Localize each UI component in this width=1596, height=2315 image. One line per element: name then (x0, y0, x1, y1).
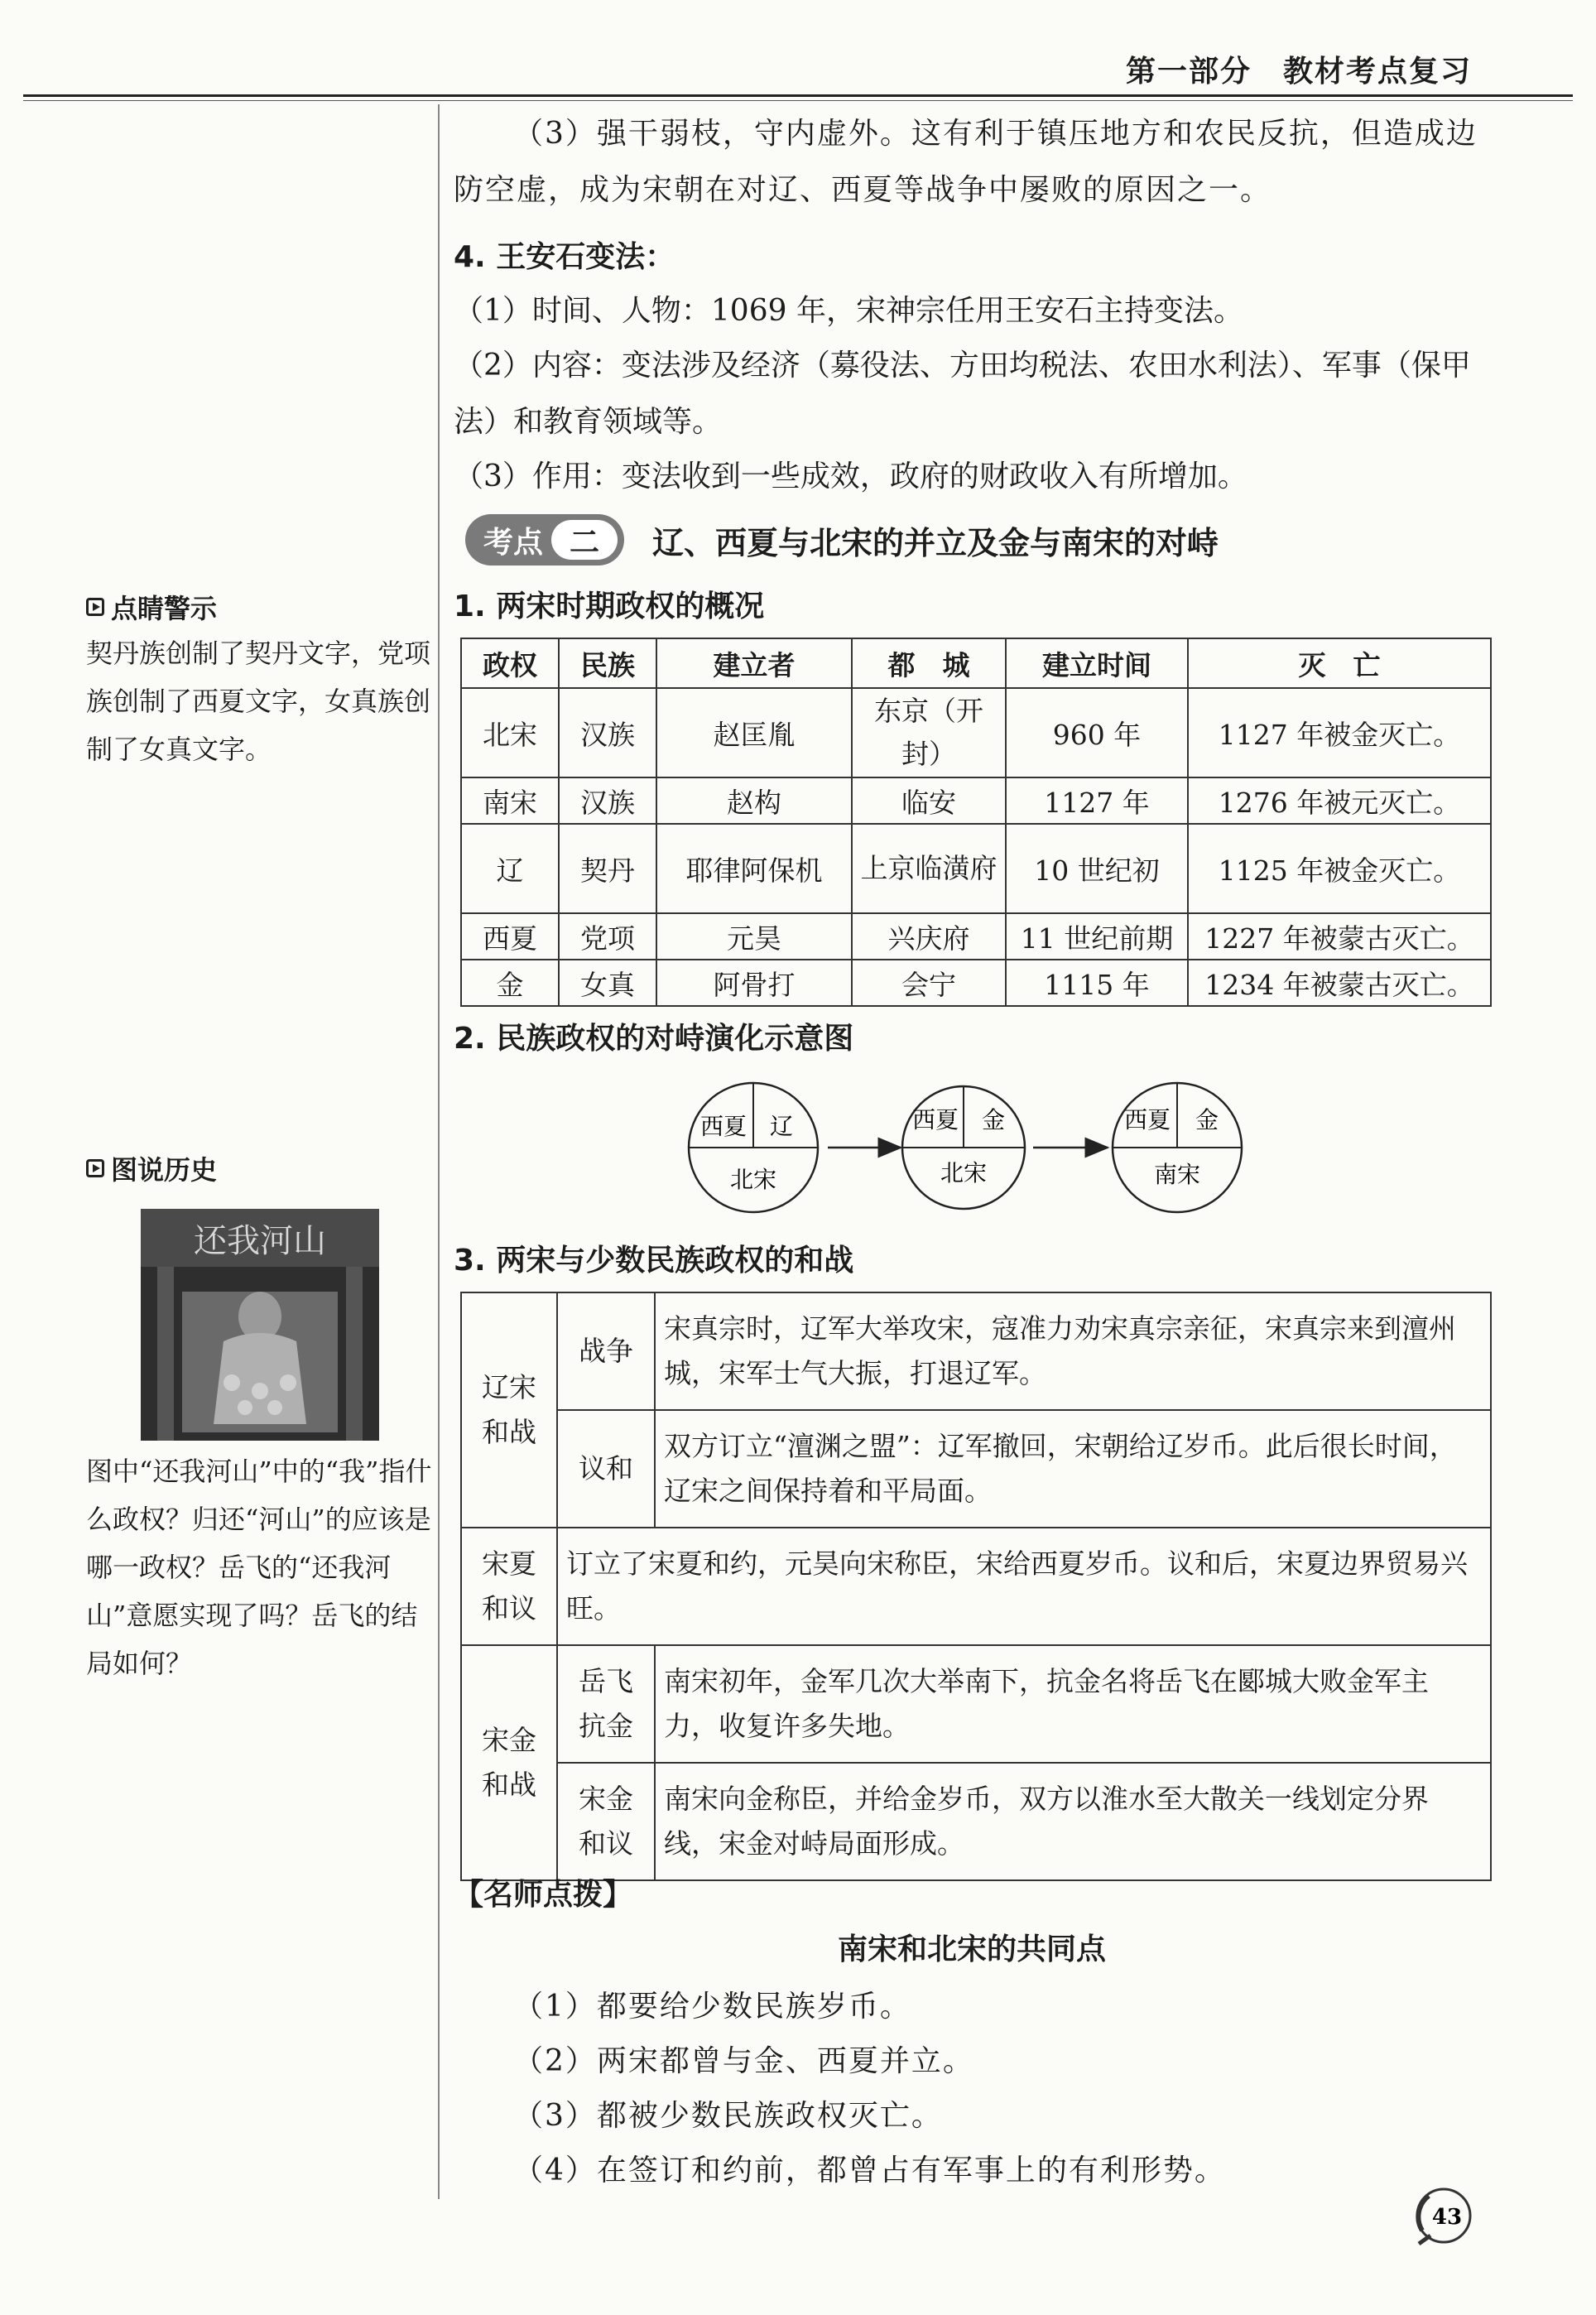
teacher-subtitle: 南宋和北宋的共同点 (837, 1932, 1106, 1966)
table-row (461, 1528, 1491, 1645)
table-cell: 上京临潢府 (852, 824, 1006, 913)
table-header-row (461, 638, 1491, 688)
yuefei-cell (557, 1645, 655, 1763)
table-row (461, 777, 1491, 824)
table-cell: 耶律阿保机 (656, 824, 852, 913)
col-header: 灭 亡 (1188, 638, 1491, 688)
songjin-yihe-label: 宋金和议 (579, 1783, 633, 1860)
table-cell: 1234 年被蒙古灭亡。 (1188, 960, 1491, 1006)
table-cell: 阿骨打 (656, 960, 852, 1006)
table-row (461, 824, 1491, 913)
tip-heading (86, 588, 217, 626)
evolution-diagram (687, 1075, 1283, 1220)
col-header: 都 城 (852, 638, 1006, 688)
wang-anshi-item-3: （3）作用：变法收到一些成效，政府的财政收入有所增加。 (454, 460, 1247, 493)
diagram-circle-1 (689, 1083, 818, 1212)
kaodian-title: 辽、西夏与北宋的并立及金与南宋的对峙 (652, 524, 1219, 561)
table-cell: 赵匡胤 (656, 688, 852, 777)
table-row (461, 688, 1491, 777)
table-cell: 会宁 (852, 960, 1006, 1006)
table-cell: 1127 年被金灭亡。 (1188, 688, 1491, 777)
yuefei-text: 南宋初年，金军几次大举南下，抗金名将岳飞在郾城大败金军主力，收复许多失地。 (655, 1645, 1491, 1763)
history-text: 图中“还我河山”中的“我”指什么政权？归还“河山”的应该是哪一政权？岳飞的“还我河山”意愿实现了吗？岳飞的结局如何？ (86, 1456, 432, 1679)
table-cell: 汉族 (559, 777, 656, 824)
song-xia-text: 订立了宋夏和约，元昊向宋称臣，宋给西夏岁币。议和后，宋夏边界贸易兴旺。 (557, 1528, 1491, 1645)
table-row (461, 1410, 1491, 1528)
table-cell: 汉族 (559, 688, 656, 777)
col-header: 建立时间 (1006, 638, 1188, 688)
col-header: 建立者 (656, 638, 852, 688)
diagram-circle-3 (1113, 1083, 1242, 1212)
table-cell: 女真 (559, 960, 656, 1006)
table-cell: 金 (461, 960, 559, 1006)
table-cell: 临安 (852, 777, 1006, 824)
song-xia-label: 宋夏和议 (482, 1547, 536, 1624)
yuefei-statue-photo (141, 1209, 379, 1441)
circle2-top-right: 金 (981, 1106, 1006, 1133)
table-cell: 11 世纪前期 (1006, 913, 1188, 960)
history-heading-label: 图说历史 (111, 1154, 218, 1186)
song-jin-cell (461, 1645, 557, 1880)
table-cell: 元昊 (656, 913, 852, 960)
table-row (461, 913, 1491, 960)
table-row (461, 960, 1491, 1006)
circle3-top-right: 金 (1195, 1106, 1219, 1133)
yihe-text: 双方订立“澶渊之盟”：辽军撤回，宋朝给辽岁币。此后很长时间，辽宋之间保持着和平局面。 (655, 1410, 1491, 1528)
table-cell: 1227 年被蒙古灭亡。 (1188, 913, 1491, 960)
point-3-text: （3）强干弱枝，守内虚外。这有利于镇压地方和农民反抗，但造成边防空虚，成为宋朝在对辽、西夏等战争中屡败的原因之一。 (454, 117, 1478, 207)
table-row (461, 1645, 1491, 1763)
war-peace-table (460, 1292, 1492, 1881)
liao-song-cell (461, 1292, 557, 1528)
table-cell: 北宋 (461, 688, 559, 777)
tip-heading-label: 点睛警示 (111, 593, 218, 624)
table3-heading: 3. 两宋与少数民族政权的和战 (454, 1244, 854, 1278)
table-cell: 南宋 (461, 777, 559, 824)
diagram-circle-2 (902, 1086, 1025, 1209)
teacher-point-2: （2）两宋都曾与金、西夏并立。 (513, 2044, 974, 2078)
zhanzheng-cell: 战争 (557, 1292, 655, 1410)
circle3-top-left: 西夏 (1123, 1106, 1171, 1133)
play-box-icon (86, 1159, 104, 1177)
kaodian-number: 二 (551, 520, 618, 560)
page-number: 43 (1431, 2205, 1463, 2230)
header-rule (23, 94, 1573, 97)
header-rule-thin (23, 100, 1573, 101)
kaodian-badge (465, 513, 1219, 566)
table-cell: 1276 年被元灭亡。 (1188, 777, 1491, 824)
song-jin-label: 宋金和战 (482, 1724, 536, 1801)
table-cell: 西夏 (461, 913, 559, 960)
table-cell: 赵构 (656, 777, 852, 824)
col-header: 政权 (461, 638, 559, 688)
songjin-yihe-text: 南宋向金称臣，并给金岁币，双方以淮水至大散关一线划定分界线，宋金对峙局面形成。 (655, 1763, 1491, 1880)
page-header-title: 第一部分 教材考点复习 (1125, 55, 1472, 89)
teacher-point-1: （1）都要给少数民族岁币。 (513, 1990, 911, 2024)
column-divider (438, 104, 440, 2199)
table-cell: 党项 (559, 913, 656, 960)
teacher-point-4: （4）在签订和约前，都曾占有军事上的有利形势。 (513, 2154, 1226, 2187)
wang-anshi-heading: 4. 王安石变法： (454, 240, 675, 274)
songjin-yihe-cell (557, 1763, 655, 1880)
table-cell: 兴庆府 (852, 913, 1006, 960)
wang-anshi-item-1: （1）时间、人物：1069 年，宋神宗任用王安石主持变法。 (454, 294, 1243, 328)
teacher-heading: 【名师点拨】 (454, 1878, 633, 1912)
play-box-icon (86, 598, 104, 616)
regimes-table (460, 638, 1492, 1007)
tip-text: 契丹族创制了契丹文字，党项族创制了西夏文字，女真族创制了女真文字。 (86, 638, 431, 765)
yuefei-label: 岳飞抗金 (579, 1665, 633, 1742)
table-cell: 1127 年 (1006, 777, 1188, 824)
plaque-text: 还我河山 (194, 1222, 326, 1260)
circle3-bottom: 南宋 (1153, 1161, 1201, 1188)
table-cell: 契丹 (559, 824, 656, 913)
table-cell: 辽 (461, 824, 559, 913)
song-xia-cell (461, 1528, 557, 1645)
table-row (461, 1292, 1491, 1410)
table-row (461, 1763, 1491, 1880)
circle2-top-left: 西夏 (911, 1106, 959, 1133)
teacher-point-3: （3）都被少数民族政权灭亡。 (513, 2099, 943, 2133)
circle2-bottom: 北宋 (940, 1159, 988, 1186)
table1-heading: 1. 两宋时期政权的概况 (454, 590, 765, 623)
circle1-top-right: 辽 (769, 1113, 794, 1140)
col-header: 民族 (559, 638, 656, 688)
kaodian-pill (465, 514, 624, 566)
page-number-badge (1411, 2183, 1477, 2249)
kaodian-label: 考点 (483, 525, 544, 560)
wang-anshi-item-2: （2）内容：变法涉及经济（募役法、方田均税法、农田水利法）、军事（保甲法）和教育领域等。 (454, 349, 1471, 439)
circle1-bottom: 北宋 (729, 1166, 777, 1193)
table-cell: 东京（开封） (852, 688, 1006, 777)
zhanzheng-text: 宋真宗时，辽军大举攻宋，寇准力劝宋真宗亲征，宋真宗来到澶州城，宋军士气大振，打退辽军。 (655, 1292, 1491, 1410)
history-heading (86, 1149, 217, 1187)
circle1-top-left: 西夏 (699, 1113, 748, 1140)
liao-song-label: 辽宋和战 (482, 1371, 536, 1448)
yihe-cell: 议和 (557, 1410, 655, 1528)
diagram-heading: 2. 民族政权的对峙演化示意图 (454, 1022, 854, 1056)
table-cell: 10 世纪初 (1006, 824, 1188, 913)
table-cell: 960 年 (1006, 688, 1188, 777)
table-cell: 1125 年被金灭亡。 (1188, 824, 1491, 913)
table-cell: 1115 年 (1006, 960, 1188, 1006)
